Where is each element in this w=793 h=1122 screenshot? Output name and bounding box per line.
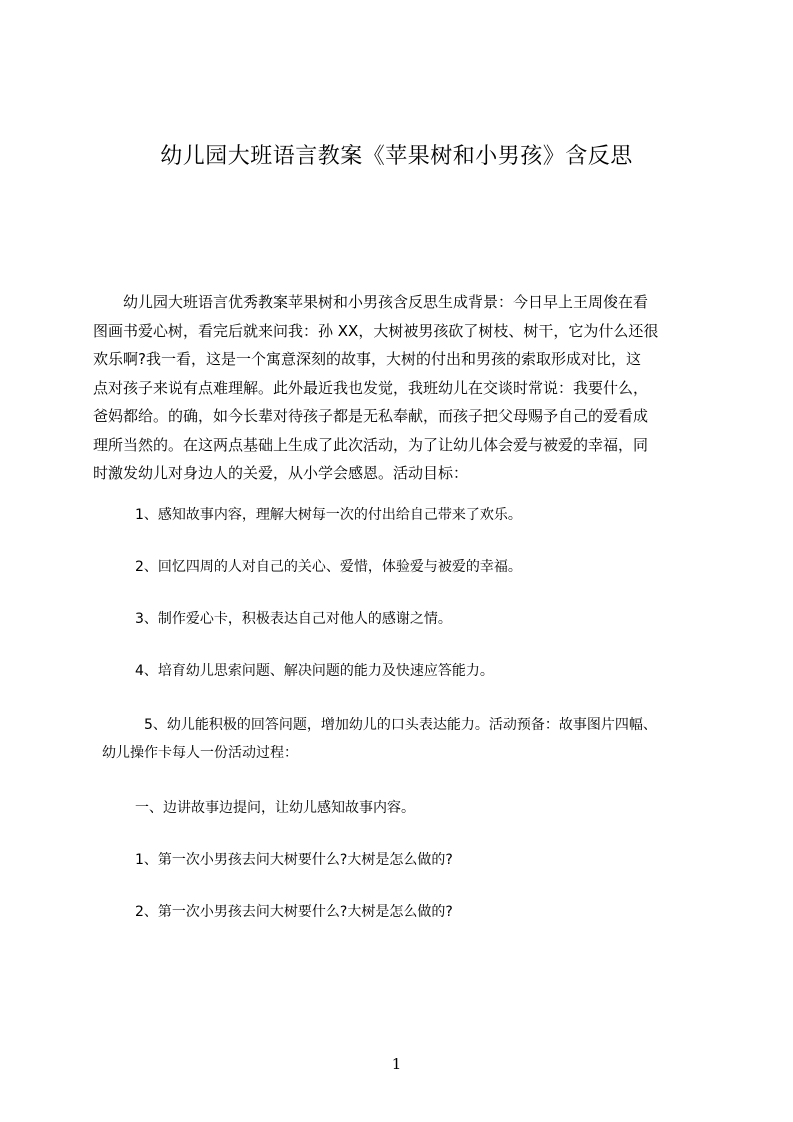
intro-line: 欢乐啊?我一看，这是一个寓意深刻的故事，大树的付出和男孩的索取形成对比，这 [93, 350, 641, 368]
question-item: 2、第一次小男孩去问大树要什么?大树是怎么做的? [135, 904, 453, 920]
intro-line: 爸妈都给。的确，如今长辈对待孩子都是无私奉献，而孩子把父母赐予自己的爱看成 [93, 407, 649, 425]
goal-item: 1、感知故事内容，理解大树每一次的付出给自己带来了欢乐。 [135, 507, 522, 523]
intro-line: 幼儿园大班语言优秀教案苹果树和小男孩含反思生成背景：今日早上王周俊在看 [93, 293, 649, 311]
intro-line: 理所当然的。在这两点基础上生成了此次活动，为了让幼儿体会爱与被爱的幸福，同 [93, 435, 649, 454]
goal-item: 3、制作爱心卡，积极表达自己对他人的感谢之情。 [135, 611, 452, 627]
intro-line: 时激发幼儿对身边人的关爱，从小学会感恩。活动目标： [93, 464, 469, 482]
goal-5-line: 5、幼儿能积极的回答问题，增加幼儿的口头表达能力。活动预备：故事图片四幅、 [102, 717, 657, 733]
goal-item: 2、回忆四周的人对自己的关心、爱惜，体验爱与被爱的幸福。 [135, 559, 522, 575]
page-title: 幼儿园大班语言教案《苹果树和小男孩》含反思 [160, 144, 633, 169]
intro-line: 图画书爱心树，看完后就来问我：孙 XX，大树被男孩砍了树枝、树干，它为什么还很 [93, 321, 659, 340]
section-heading: 一、边讲故事边提问，让幼儿感知故事内容。 [135, 800, 415, 816]
intro-paragraph [93, 288, 707, 488]
goal-item-5 [102, 714, 732, 770]
page-number: 1 [391, 1055, 402, 1073]
question-item: 1、第一次小男孩去问大树要什么?大树是怎么做的? [135, 852, 453, 868]
intro-line: 点对孩子来说有点难理解。此外最近我也发觉，我班幼儿在交谈时常说：我要什么， [93, 378, 649, 397]
goal-item: 4、培育幼儿思索问题、解决问题的能力及快速应答能力。 [135, 663, 494, 679]
goal-5-line: 幼儿操作卡每人一份活动过程： [102, 745, 298, 761]
